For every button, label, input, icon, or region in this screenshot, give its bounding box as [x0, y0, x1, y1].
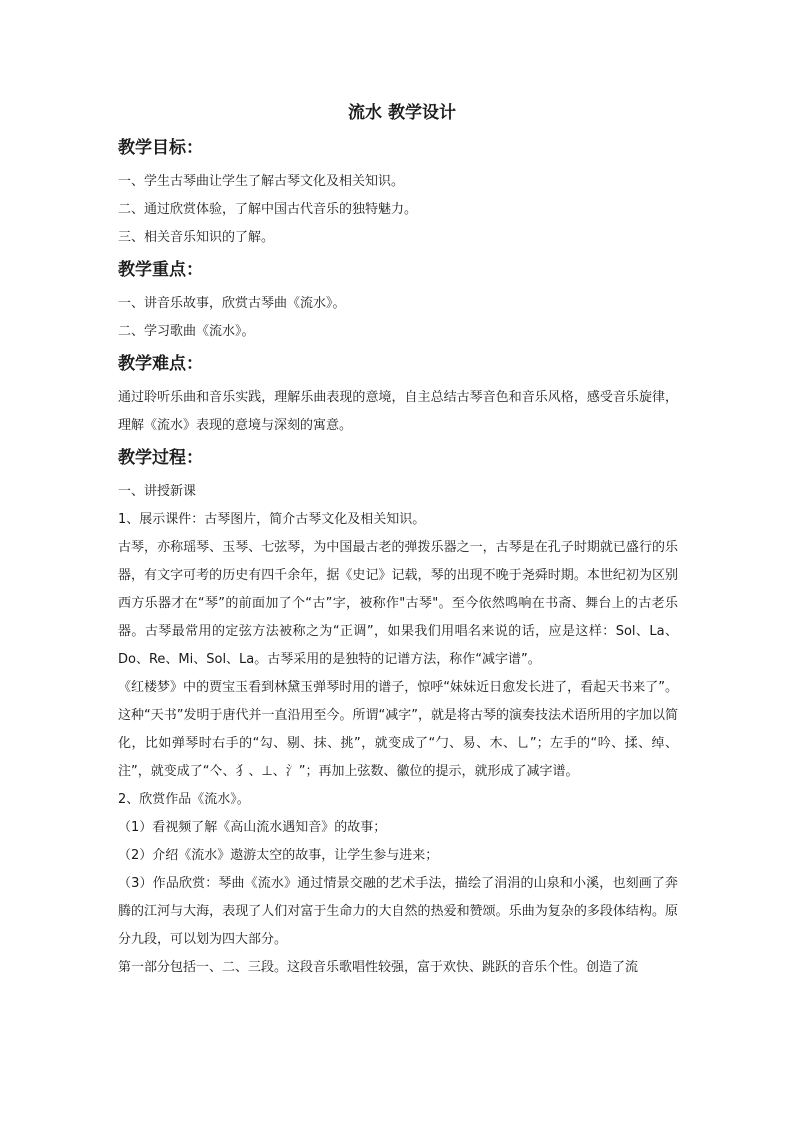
process-paragraph: 1、展示课件：古琴图片，简介古琴文化及相关知识。: [118, 512, 426, 527]
process-paragraph: 古琴，亦称瑶琴、玉琴、七弦琴，为中国最古老的弹拨乐器之一，古琴是在孔子时期就已盛行的乐器，有文字可考的历史有四千余年，据《史记》记载，琴的出现不晚于尧舜时期。本世纪初为区别西方乐器才在“琴”的前面加了个“古”字，被称作"古琴"。至今依然鸣响在书斋、舞台上的古老乐器。古琴最常用的定弦方法被称之为“正调”，如果我们用唱名来说的话，应是这样：Sol、La、Do、Re、Mi、Sol、La。古琴采用的是独特的记谱方法，称作“减字谱”。: [118, 540, 678, 667]
goal-item-2: 二、通过欣赏体验，了解中国古代音乐的独特魅力。: [118, 202, 418, 217]
key-item-2: 二、学习歌曲《流水》。: [118, 324, 255, 339]
process-paragraph: （2）介绍《流水》遨游太空的故事，让学生参与进来；: [118, 848, 439, 863]
difficulty-text: 通过聆听乐曲和音乐实践，理解乐曲表现的意境，自主总结古琴音色和音乐风格，感受音乐旋律，理解《流水》表现的意境与深刻的寓意。: [118, 390, 678, 433]
process-paragraph: 一、讲授新课: [118, 484, 197, 499]
process-paragraph: 2、欣赏作品《流水》。: [118, 792, 250, 807]
heading-goals: 教学目标：: [118, 138, 203, 158]
document-page: [118, 100, 678, 982]
process-paragraph: （1）看视频了解《高山流水遇知音》的故事；: [118, 820, 387, 835]
heading-difficulty: 教学难点：: [118, 354, 203, 374]
goal-item-1: 一、学生古琴曲让学生了解古琴文化及相关知识。: [118, 174, 405, 189]
document-title: 流水 教学设计: [348, 103, 456, 123]
key-item-1: 一、讲音乐故事，欣赏古琴曲《流水》。: [118, 296, 346, 311]
process-paragraph: （3）作品欣赏：琴曲《流水》通过情景交融的艺术手法，描绘了涓涓的山泉和小溪，也刻画了奔腾的江河与大海，表现了人们对富于生命力的大自然的热爱和赞颂。乐曲为复杂的多段体结构。原分九段，可以划为四大部分。: [118, 876, 678, 947]
heading-process: 教学过程：: [118, 448, 203, 468]
process-paragraph: 《红楼梦》中的贾宝玉看到林黛玉弹琴时用的谱子，惊呼“妹妹近日愈发长进了，看起天书来了”。这种“天书”发明于唐代并一直沿用至今。所谓“减字”，就是将古琴的演奏技法术语所用的字加以简化，比如弹琴时右手的“勾、剔、抹、挑”，就变成了“勹、易、木、乚”；左手的“吟、揉、绰、注”，就变成了“亽、犭、⊥、氵”；再加上弦数、徽位的提示，就形成了减字谱。: [118, 680, 678, 779]
process-paragraph: 第一部分包括一、二、三段。这段音乐歌唱性较强，富于欢快、跳跃的音乐个性。创造了流: [118, 960, 639, 975]
heading-key-points: 教学重点：: [118, 260, 203, 280]
goal-item-3: 三、相关音乐知识的了解。: [118, 230, 275, 245]
